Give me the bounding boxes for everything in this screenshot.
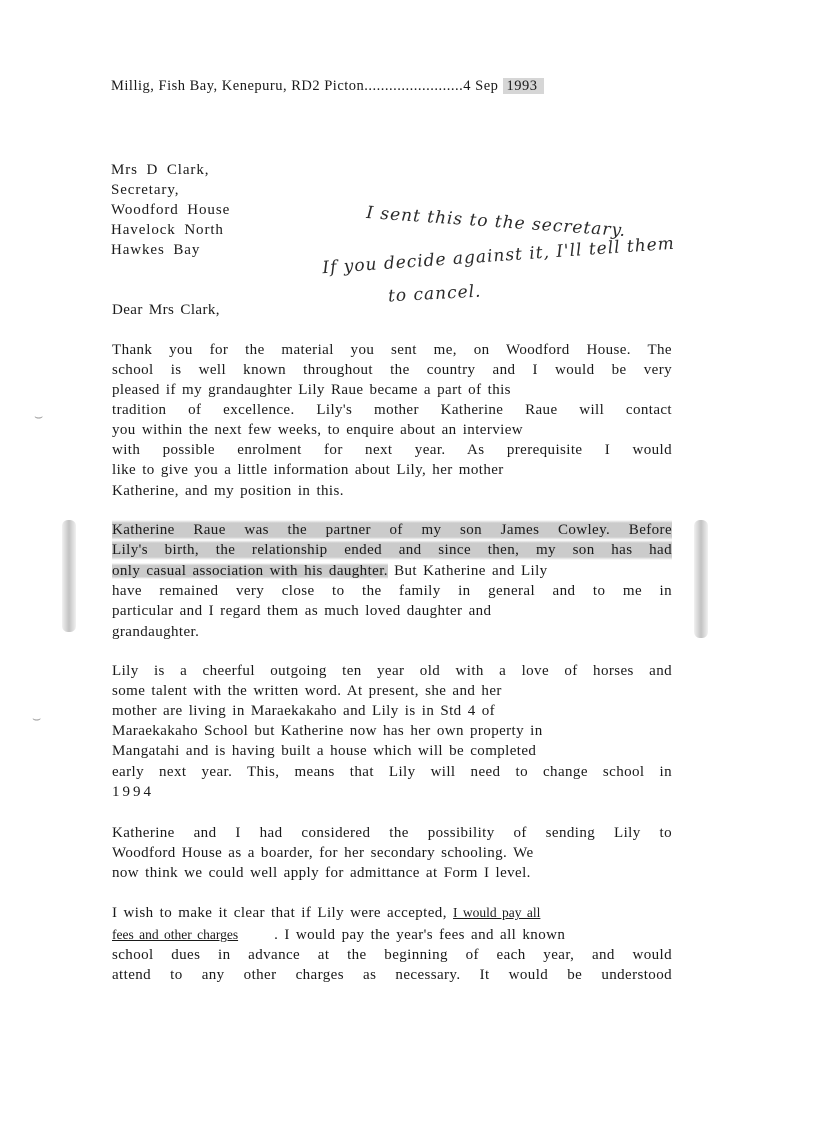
- text-line: school dues in advance at the beginning of each year, and would: [112, 947, 672, 963]
- right-edge-scan-mark: [694, 520, 708, 638]
- recipient-line: Mrs D Clark,: [111, 162, 210, 178]
- text-line: pleased if my grandaughter Lily Raue became a part of this: [112, 382, 511, 398]
- letter-year: 1993: [503, 78, 544, 94]
- text-line: Mangatahi and is having built a house which will be completed: [112, 743, 537, 759]
- text-line: have remained very close to the family in general and to me in: [112, 583, 672, 599]
- text-line: early next year. This, means that Lily will need to change school in: [112, 764, 672, 780]
- text-line: grandaughter.: [112, 624, 200, 640]
- margin-mark-icon: ⌣: [34, 410, 44, 425]
- text-line: Woodford House as a boarder, for her secondary schooling. We: [112, 845, 534, 861]
- text-line: 1994: [112, 784, 154, 800]
- left-edge-scan-mark: [62, 520, 76, 632]
- recipient-line: Hawkes Bay: [111, 242, 201, 258]
- text-line: [112, 561, 548, 581]
- text-line: [112, 903, 540, 923]
- underlined-text: I would pay all: [453, 905, 541, 920]
- sender-address-date: [111, 76, 544, 96]
- salutation: Dear Mrs Clark,: [112, 302, 220, 318]
- recipient-line: Havelock North: [111, 222, 224, 238]
- highlighted-line: Lily's birth, the relationship ended and since then, my son has had: [112, 542, 672, 558]
- text-line: like to give you a little information about Lily, her mother: [112, 462, 504, 478]
- text-segment: I wish to make it clear that if Lily were accepted,: [112, 905, 454, 921]
- text-line: [112, 925, 565, 945]
- text-line: some talent with the written word. At present, she and her: [112, 683, 502, 699]
- handwritten-line: If you decide against it, I'll tell them: [321, 233, 676, 279]
- text-line: Katherine and I had considered the possibility of sending Lily to: [112, 825, 672, 841]
- recipient-line: Woodford House: [111, 202, 231, 218]
- text-line: school is well known throughout the country and I would be very: [112, 362, 672, 378]
- text-line: Maraekakaho School but Katherine now has her own property in: [112, 723, 543, 739]
- text-line: mother are living in Maraekakaho and Lily is in Std 4 of: [112, 703, 496, 719]
- text-line: attend to any other charges as necessary. It would be understood: [112, 967, 672, 983]
- text-line: Lily is a cheerful outgoing ten year old with a love of horses and: [112, 663, 672, 679]
- text-segment: . I would pay the year's fees and all known: [274, 927, 566, 943]
- margin-mark-icon: ⌣: [32, 712, 42, 727]
- text-segment: But Katherine and Lily: [387, 563, 548, 579]
- sender-line: Millig, Fish Bay, Kenepuru, RD2 Picton........................4 Sep: [111, 78, 503, 94]
- text-line: Katherine, and my position in this.: [112, 483, 344, 499]
- highlighted-line: Katherine Raue was the partner of my son James Cowley. Before: [112, 522, 672, 538]
- highlighted-text: only casual association with his daughter.: [112, 563, 388, 579]
- text-line: with possible enrolment for next year. As prerequisite I would: [112, 442, 672, 458]
- text-line: Thank you for the material you sent me, on Woodford House. The: [112, 342, 672, 358]
- text-line: you within the next few weeks, to enquire about an interview: [112, 422, 523, 438]
- underlined-text: fees and other charges: [112, 927, 239, 942]
- text-line: tradition of excellence. Lily's mother Katherine Raue will contact: [112, 402, 672, 418]
- handwritten-line: I sent this to the secretary.: [365, 202, 627, 242]
- text-line: particular and I regard them as much loved daughter and: [112, 603, 492, 619]
- handwritten-line: to cancel.: [387, 281, 482, 307]
- recipient-line: Secretary,: [111, 182, 180, 198]
- text-line: now think we could well apply for admittance at Form I level.: [112, 865, 531, 881]
